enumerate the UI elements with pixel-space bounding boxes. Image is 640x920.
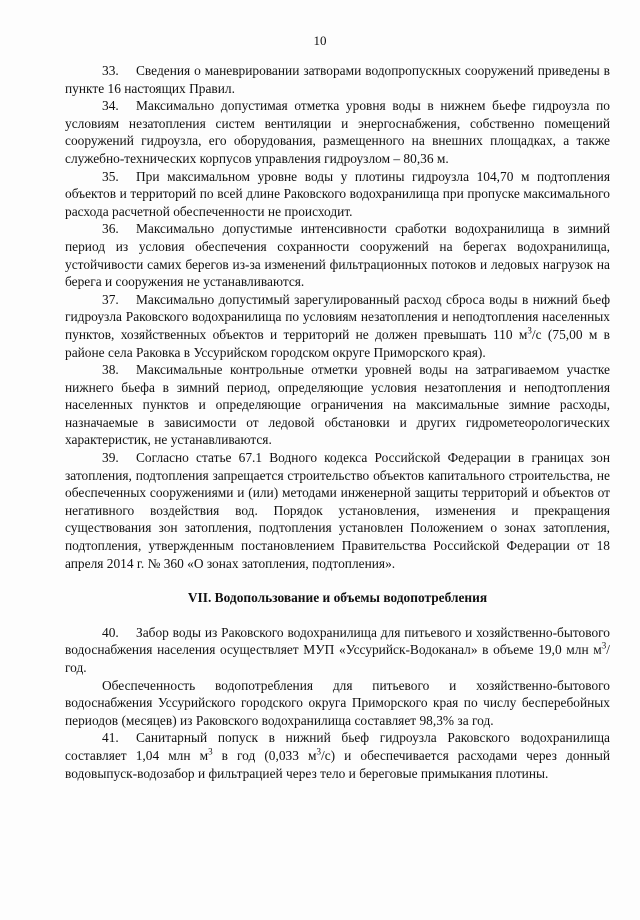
paragraph-text: При максимальном уровне воды у плотины гидроузла 104,70 м подтопления объектов и территорий по всей длине Раковского водохранилища при пропуске максимального расхода расчетной обеспеченности не происходит. — [65, 168, 610, 219]
paragraph-number: 41. — [102, 730, 119, 746]
paragraph-number: 33. — [102, 63, 119, 78]
paragraph-36 — [65, 220, 610, 290]
page-number: 10 — [313, 33, 327, 48]
paragraph-text: Максимально допустимый зарегулированный расход сброса воды в нижний бьеф гидроузла Раковского водохранилища по условиям незатопления и неподтопления населенных пунктов, хозяйственных объектов и территорий не должен превышать 110 м — [65, 291, 610, 342]
paragraph-text: Сведения о маневрировании затворами водопропускных сооружений приведены в пункте 16 настоящих Правил. — [65, 63, 610, 96]
paragraph-text: Санитарный попуск в нижний бьеф гидроузла Раковского водохранилища составляет 1,04 млн м — [65, 730, 610, 763]
paragraph-text: Забор воды из Раковского водохранилища для питьевого и хозяйственно-бытового водоснабжения населения осуществляет МУП «Уссурийск-Водоканал» в объеме 19,0 млн м — [65, 624, 610, 658]
superscript: 3 — [527, 325, 532, 336]
paragraph-text: Согласно статье 67.1 Водного кодекса Российской Федерации в границах зон затопления, подтопления запрещается строительство объектов капитального строительства, не обеспеченных сооружениями и (или) методами инженерной защиты территорий и объектов от негативного воздействия вод. Порядок установления, изменения и прекращения существования зон затопления, подтопления установлен Положением о зонах затопления, подтопления, утвержденным постановлением Правительства Российской Федерации от 18 апреля 2014 г. № 360 «О зонах затопления, подтопления». — [65, 450, 610, 571]
paragraph-40 — [65, 624, 610, 677]
paragraph-41 — [65, 729, 610, 782]
paragraph-number: 35. — [102, 168, 119, 184]
paragraph-number: 37. — [102, 291, 119, 307]
paragraph-35 — [65, 168, 610, 221]
section-heading: VII. Водопользование и объемы водопотребления — [187, 590, 488, 606]
superscript: 3 — [316, 746, 321, 757]
paragraph-text: Максимально допустимые интенсивности сработки водохранилища в зимний период из условия обеспечения сохранности сооружений на берегах водохранилища, устойчивости самих берегов из-за изменений фильтрационных потоков и ледовых нагрузок на берега и сооружения не устанавливаются. — [65, 221, 610, 290]
superscript: 3 — [601, 640, 607, 651]
paragraph-33 — [65, 62, 610, 97]
paragraph-text-cont: /с (75,00 м в районе села Раковка в Уссурийском городском округе Приморского края). — [65, 326, 611, 360]
document-body — [65, 62, 610, 782]
paragraph-number: 36. — [102, 221, 119, 237]
paragraph-34 — [65, 97, 610, 167]
paragraph-text-cont: /с) и обеспечивается расходами через донный водовыпуск-водозабор и фильтрацией через тело и береговые примыкания плотины. — [65, 747, 610, 781]
paragraph-text: Обеспеченность водопотребления для питьевого и хозяйственно-бытового водоснабжения Уссурийского городского округа Приморского края по числу бесперебойных периодов (месяцев) из Раковского водохранилища составляет 98,3% за год. — [65, 677, 610, 728]
superscript: 3 — [208, 746, 213, 757]
paragraph-38 — [65, 361, 610, 449]
paragraph-text: Максимальные контрольные отметки уровней воды на затрагиваемом участке нижнего бьефа в зимний период, определяющие условия незатопления и неподтопления населенных пунктов и определяющие ограничения на максимальные зимние расходы, назначаемые в зависимости от ледовой обстановки и других гидрометеорологических характеристик, не устанавливаются. — [65, 362, 610, 448]
paragraph-number: 34. — [102, 98, 119, 114]
paragraph-number: 40. — [102, 624, 119, 640]
paragraph-40-continued — [65, 677, 610, 730]
paragraph-text-mid: в год (0,033 м — [212, 747, 317, 763]
paragraph-text-cont: /год. — [65, 642, 610, 675]
paragraph-text: Максимально допустимая отметка уровня воды в нижнем бьефе гидроузла по условиям незатопления систем вентиляции и энергоснабжения, собственно помещений сооружений гидроузла, его оборудования, размещенного на внешних площадках, а также служебно-технических корпусов управления гидроузлом – 80,36 м. — [65, 98, 610, 166]
paragraph-number: 39. — [102, 450, 119, 466]
paragraph-37 — [65, 291, 610, 361]
paragraph-number: 38. — [102, 362, 119, 378]
paragraph-39 — [65, 449, 610, 572]
